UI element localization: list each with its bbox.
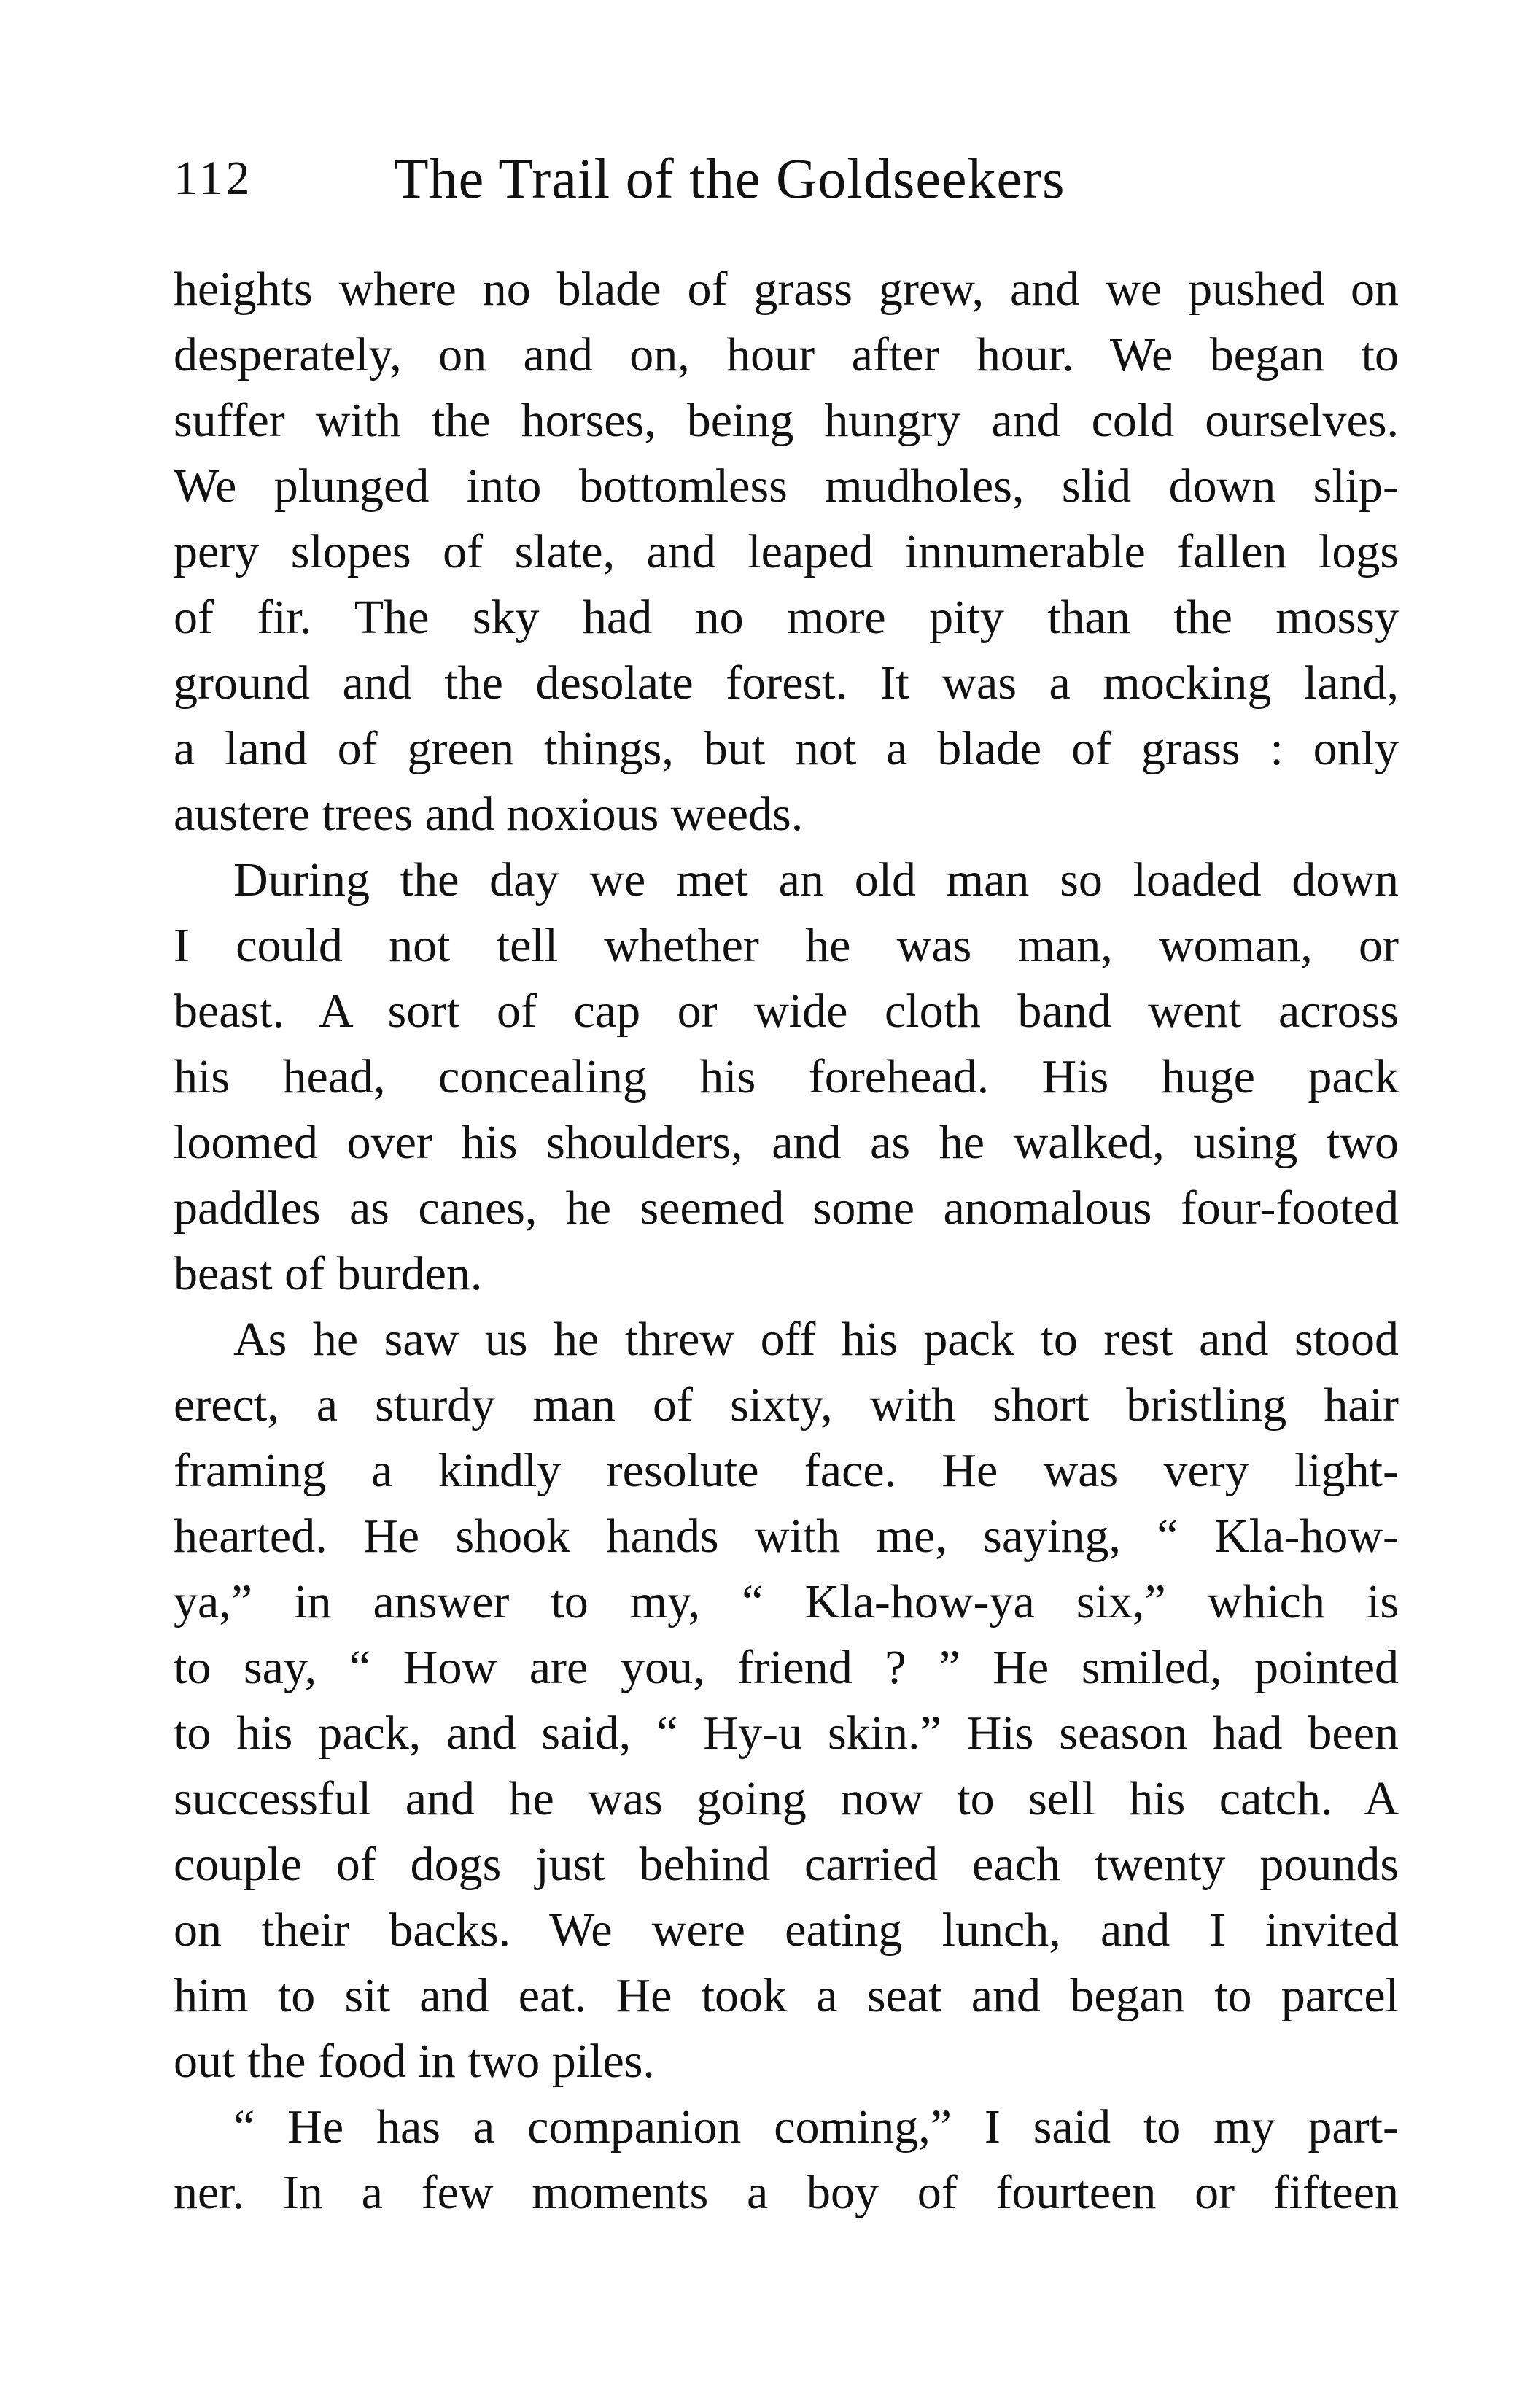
text-line: successful and he was going now to sell his catch. A	[174, 1772, 1399, 1825]
text-line: beast. A sort of cap or wide cloth band went across	[174, 984, 1399, 1038]
text-line: I could not tell whether he was man, woman, or	[174, 919, 1399, 972]
text-line: on their backs. We were eating lunch, and I invited	[174, 1903, 1399, 1957]
text-line: to say, “ How are you, friend ? ” He smiled, pointed	[174, 1641, 1399, 1694]
text-line: hearted. He shook hands with me, saying, “ Kla-how-	[174, 1510, 1399, 1563]
page-number: 112	[174, 152, 253, 205]
text-line: loomed over his shoulders, and as he walked, using two	[174, 1116, 1399, 1169]
paragraph-first-line: As he saw us he threw off his pack to rest and stood	[233, 1313, 1399, 1366]
text-line: of fir. The sky had no more pity than the mossy	[174, 591, 1399, 644]
text-line: a land of green things, but not a blade of grass : only	[174, 722, 1399, 775]
text-line: beast of burden.	[174, 1247, 483, 1300]
page-header	[174, 139, 1413, 219]
body-text	[174, 257, 1399, 2226]
text-line: paddles as canes, he seemed some anomalous four-footed	[174, 1181, 1399, 1235]
text-line: ground and the desolate forest. It was a mocking land,	[174, 656, 1399, 710]
paragraph-first-line: “ He has a companion coming,” I said to my part-	[233, 2100, 1399, 2153]
running-title: The Trail of the Goldseekers	[394, 147, 1065, 210]
text-line: heights where no blade of grass grew, and we pushed on	[174, 263, 1399, 316]
text-line: austere trees and noxious weeds.	[174, 788, 804, 841]
text-line: his head, concealing his forehead. His huge pack	[174, 1050, 1399, 1103]
text-line: suffer with the horses, being hungry and cold ourselves.	[174, 394, 1399, 447]
text-line: pery slopes of slate, and leaped innumerable fallen logs	[174, 525, 1399, 578]
text-line: ya,” in answer to my, “ Kla-how-ya six,” which is	[174, 1575, 1399, 1628]
text-line: desperately, on and on, hour after hour. We began to	[174, 328, 1399, 381]
text-line: couple of dogs just behind carried each twenty pounds	[174, 1838, 1399, 1891]
text-line: erect, a sturdy man of sixty, with short bristling hair	[174, 1378, 1399, 1432]
text-line: We plunged into bottomless mudholes, slid down slip-	[174, 459, 1399, 513]
text-line: to his pack, and said, “ Hy-u skin.” His season had been	[174, 1706, 1399, 1760]
paragraph-first-line: During the day we met an old man so loaded down	[233, 853, 1399, 906]
text-line: framing a kindly resolute face. He was very light-	[174, 1444, 1399, 1497]
text-line: him to sit and eat. He took a seat and began to parcel	[174, 1969, 1399, 2022]
text-line: out the food in two piles.	[174, 2035, 655, 2088]
text-line: ner. In a few moments a boy of fourteen or fifteen	[174, 2166, 1399, 2219]
